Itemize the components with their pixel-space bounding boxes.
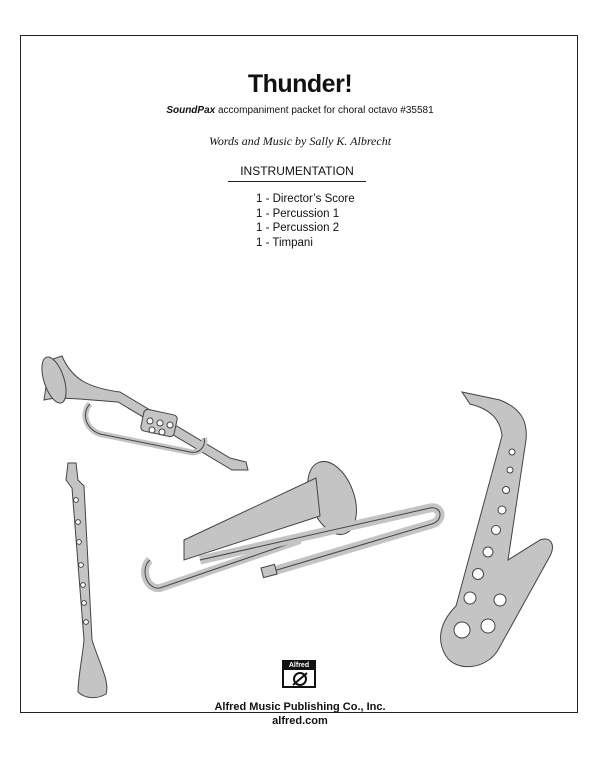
instrumentation-item: 1 - Director’s Score (256, 193, 355, 205)
logo-wordmark: Alfred (284, 662, 314, 670)
instrumentation-heading: INSTRUMENTATION (228, 164, 366, 182)
alfred-logo (282, 660, 316, 688)
publisher-website: alfred.com (272, 715, 328, 727)
publisher-name: Alfred Music Publishing Co., Inc. (214, 701, 386, 713)
instrumentation-item: 1 - Percussion 2 (256, 222, 340, 234)
instrumentation-item: 1 - Timpani (256, 236, 313, 249)
trombone-icon (145, 455, 440, 588)
subtitle-brand: SoundPax (166, 105, 216, 116)
subtitle-text: accompaniment packet for choral octavo #35581 (215, 105, 434, 116)
saxophone-icon (441, 392, 553, 667)
instrumentation-item: 1 - Percussion 1 (256, 207, 340, 220)
composer-credit: Words and Music by Sally K. Albrecht (208, 134, 392, 148)
trumpet-icon (37, 354, 248, 470)
clarinet-icon (66, 463, 107, 698)
alfred-mark-icon (289, 671, 311, 686)
page-title: Thunder! (247, 70, 353, 98)
